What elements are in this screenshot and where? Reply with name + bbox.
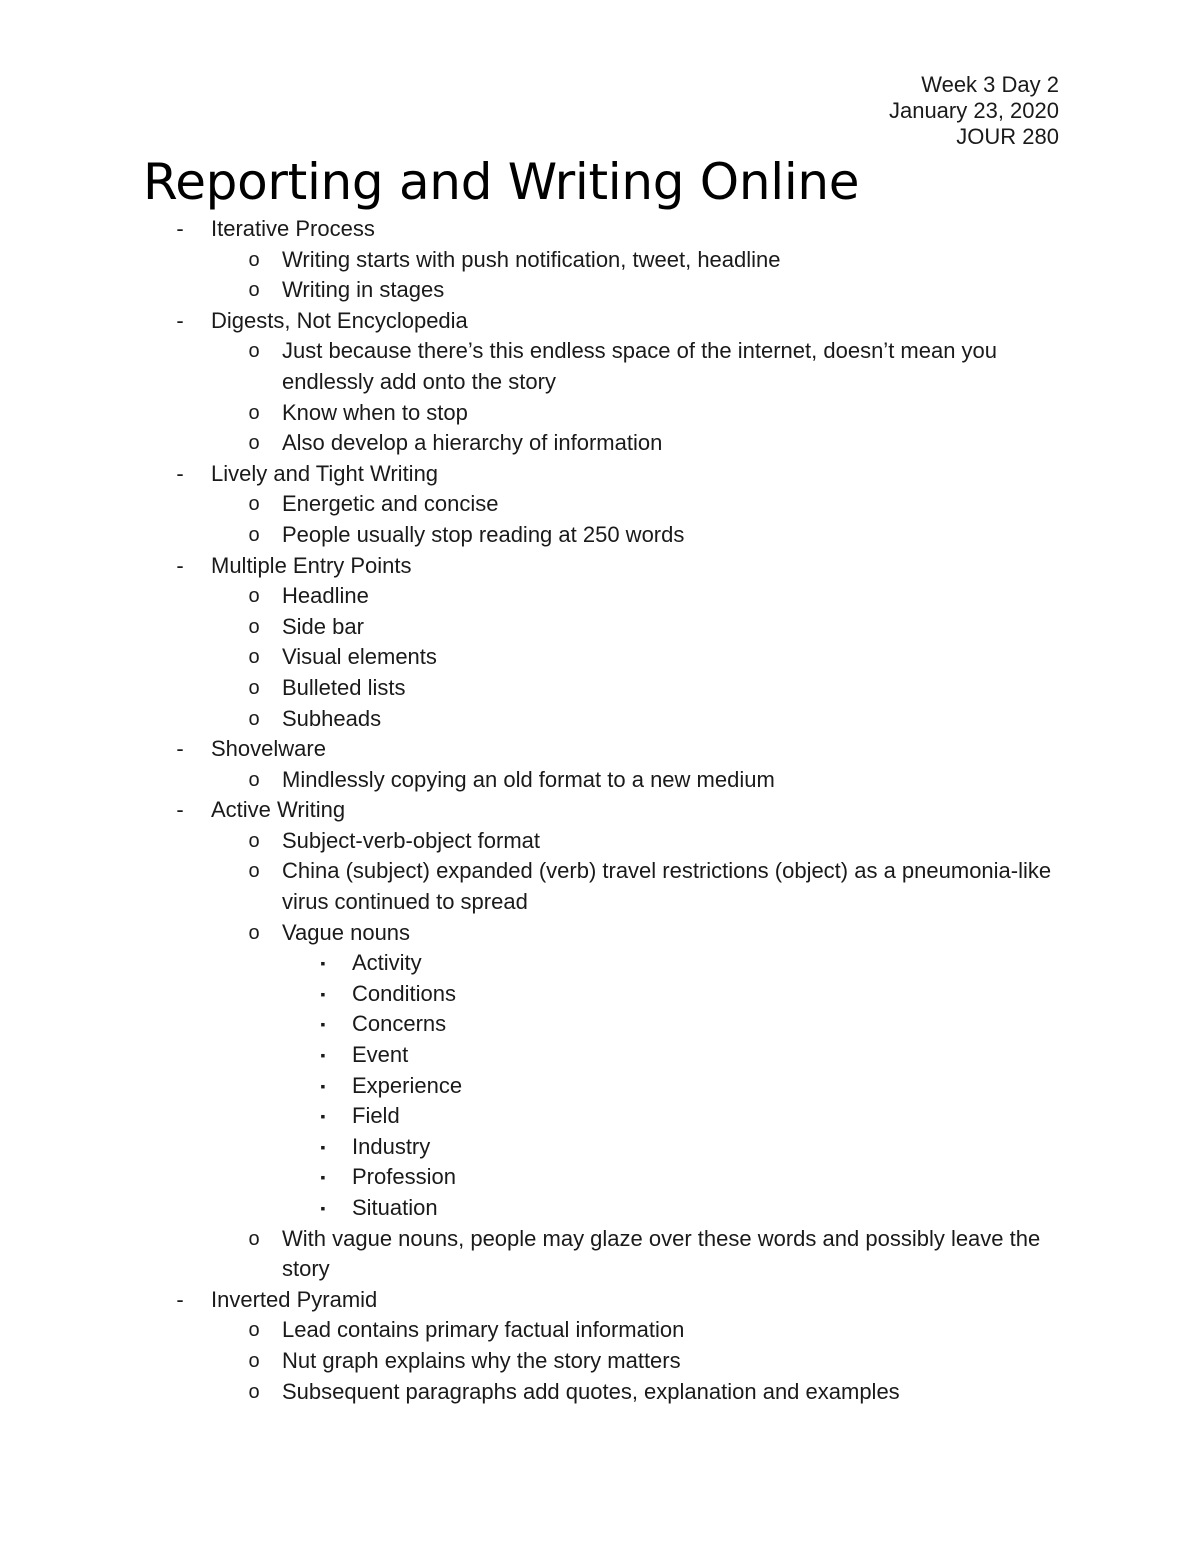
outline-item-text: Just because there’s this endless space of the internet, doesn’t mean you endlessly add onto the story xyxy=(282,338,998,394)
outline-item-text: Subsequent paragraphs add quotes, explanation and examples xyxy=(282,1378,900,1404)
page-title: Reporting and Writing Online xyxy=(143,153,860,211)
circle-bullet-icon: o xyxy=(248,279,260,302)
circle-bullet-icon: o xyxy=(248,707,260,730)
dash-bullet-icon: - xyxy=(176,307,184,333)
outline-item-text: Lively and Tight Writing xyxy=(211,460,439,486)
date-label: January 23, 2020 xyxy=(888,98,1059,123)
dash-bullet-icon: - xyxy=(176,552,184,578)
outline-item-level-2 xyxy=(0,1346,1200,1377)
outline-item-text: Lead contains primary factual information xyxy=(282,1317,685,1343)
circle-bullet-icon: o xyxy=(248,401,260,424)
square-bullet-icon: ▪ xyxy=(320,985,326,1002)
header-info xyxy=(889,72,1059,150)
outline-item-level-2 xyxy=(0,428,1200,459)
outline-item-text: People usually stop reading at 250 words xyxy=(282,521,685,547)
circle-bullet-icon: o xyxy=(248,921,260,944)
outline-item-level-2 xyxy=(0,826,1200,857)
outline-item-level-2 xyxy=(0,612,1200,643)
outline-item-text: Mindlessly copying an old format to a new medium xyxy=(282,766,775,792)
week-day-label: Week 3 Day 2 xyxy=(921,72,1059,97)
outline-item-level-2 xyxy=(0,1224,1200,1285)
outline-item-level-2 xyxy=(0,1315,1200,1346)
square-bullet-icon: ▪ xyxy=(320,1077,326,1094)
notes-outline xyxy=(0,214,1200,1407)
outline-item-level-3 xyxy=(0,1009,1200,1040)
outline-item-text: Field xyxy=(352,1103,400,1129)
outline-item-level-1 xyxy=(0,459,1200,490)
outline-item-text: Also develop a hierarchy of information xyxy=(282,430,663,456)
outline-item-level-2 xyxy=(0,918,1200,949)
outline-item-text: Headline xyxy=(282,583,369,609)
outline-item-level-2 xyxy=(0,642,1200,673)
outline-item-level-3 xyxy=(0,979,1200,1010)
outline-item-text: Visual elements xyxy=(282,644,437,670)
outline-item-text: Know when to stop xyxy=(282,399,468,425)
outline-item-level-2 xyxy=(0,581,1200,612)
outline-item-text: Profession xyxy=(352,1164,456,1190)
outline-item-level-3 xyxy=(0,1071,1200,1102)
outline-item-level-2 xyxy=(0,520,1200,551)
dash-bullet-icon: - xyxy=(176,797,184,823)
outline-item-text: Iterative Process xyxy=(211,216,375,241)
outline-item-text: Bulleted lists xyxy=(282,674,406,700)
outline-item-level-3 xyxy=(0,1193,1200,1224)
outline-item-level-3 xyxy=(0,1162,1200,1193)
circle-bullet-icon: o xyxy=(248,615,260,638)
outline-item-text: Side bar xyxy=(282,613,364,639)
outline-item-level-2 xyxy=(0,398,1200,429)
outline-item-text: Subject-verb-object format xyxy=(282,827,540,853)
outline-item-text: Situation xyxy=(352,1195,438,1220)
dash-bullet-icon: - xyxy=(176,1286,184,1312)
square-bullet-icon: ▪ xyxy=(320,1016,326,1033)
outline-item-level-2 xyxy=(0,704,1200,735)
outline-item-level-2 xyxy=(0,489,1200,520)
outline-item-text: Concerns xyxy=(352,1011,447,1037)
outline-item-level-1 xyxy=(0,734,1200,765)
outline-item-text: Nut graph explains why the story matters xyxy=(282,1347,681,1373)
course-label: JOUR 280 xyxy=(956,124,1059,149)
outline-item-level-1 xyxy=(0,306,1200,337)
outline-item-level-2 xyxy=(0,856,1200,917)
outline-item-level-2 xyxy=(0,673,1200,704)
outline-item-level-3 xyxy=(0,1101,1200,1132)
outline-item-level-3 xyxy=(0,1132,1200,1163)
circle-bullet-icon: o xyxy=(248,768,260,791)
outline-item-text: Digests, Not Encyclopedia xyxy=(211,307,468,333)
square-bullet-icon: ▪ xyxy=(320,1169,326,1186)
outline-item-text: Writing starts with push notification, tweet, headline xyxy=(282,246,781,272)
outline-item-level-3 xyxy=(0,1040,1200,1071)
outline-item-level-2 xyxy=(0,336,1200,397)
outline-item-text: Activity xyxy=(352,950,422,976)
outline-item-level-1 xyxy=(0,551,1200,582)
outline-item-text: Shovelware xyxy=(211,736,326,762)
circle-bullet-icon: o xyxy=(248,860,260,883)
circle-bullet-icon: o xyxy=(248,676,260,699)
outline-item-text: With vague nouns, people may glaze over these words and possibly leave the story xyxy=(282,1225,1041,1282)
dash-bullet-icon: - xyxy=(176,460,184,486)
outline-item-level-2 xyxy=(0,1377,1200,1408)
circle-bullet-icon: o xyxy=(248,340,260,363)
circle-bullet-icon: o xyxy=(248,493,260,516)
square-bullet-icon: ▪ xyxy=(320,1108,326,1125)
circle-bullet-icon: o xyxy=(248,1380,260,1403)
square-bullet-icon: ▪ xyxy=(320,955,326,972)
outline-item-text: Writing in stages xyxy=(282,277,445,303)
outline-item-level-2 xyxy=(0,275,1200,306)
square-bullet-icon: ▪ xyxy=(320,1200,326,1216)
outline-item-text: Inverted Pyramid xyxy=(211,1286,378,1312)
square-bullet-icon: ▪ xyxy=(320,1138,326,1155)
circle-bullet-icon: o xyxy=(248,829,260,852)
circle-bullet-icon: o xyxy=(248,646,260,669)
outline-item-text: Conditions xyxy=(352,980,456,1006)
outline-item-text: Multiple Entry Points xyxy=(211,552,412,578)
outline-item-level-3 xyxy=(0,948,1200,979)
outline-item-text: Experience xyxy=(352,1072,463,1098)
circle-bullet-icon: o xyxy=(248,432,260,455)
outline-item-text: Vague nouns xyxy=(282,919,411,945)
outline-item-text: Subheads xyxy=(282,705,382,731)
outline-item-level-1 xyxy=(0,1285,1200,1316)
outline-item-text: Energetic and concise xyxy=(282,491,499,517)
circle-bullet-icon: o xyxy=(248,1319,260,1342)
outline-item-level-1 xyxy=(0,214,1200,245)
dash-bullet-icon: - xyxy=(176,736,184,762)
outline-item-text: Industry xyxy=(352,1133,431,1159)
dash-bullet-icon: - xyxy=(176,216,184,241)
outline-item-text: Active Writing xyxy=(211,797,346,823)
circle-bullet-icon: o xyxy=(248,523,260,546)
outline-item-text: China (subject) expanded (verb) travel restrictions (object) as a pneumonia-like virus continued to spread xyxy=(282,858,1052,915)
outline-item-level-2 xyxy=(0,765,1200,796)
square-bullet-icon: ▪ xyxy=(320,1047,326,1064)
outline-item-level-2 xyxy=(0,245,1200,276)
outline-item-text: Event xyxy=(352,1042,409,1068)
outline-item-level-1 xyxy=(0,795,1200,826)
circle-bullet-icon: o xyxy=(248,585,260,608)
circle-bullet-icon: o xyxy=(248,1349,260,1372)
circle-bullet-icon: o xyxy=(248,248,260,271)
circle-bullet-icon: o xyxy=(248,1227,260,1250)
